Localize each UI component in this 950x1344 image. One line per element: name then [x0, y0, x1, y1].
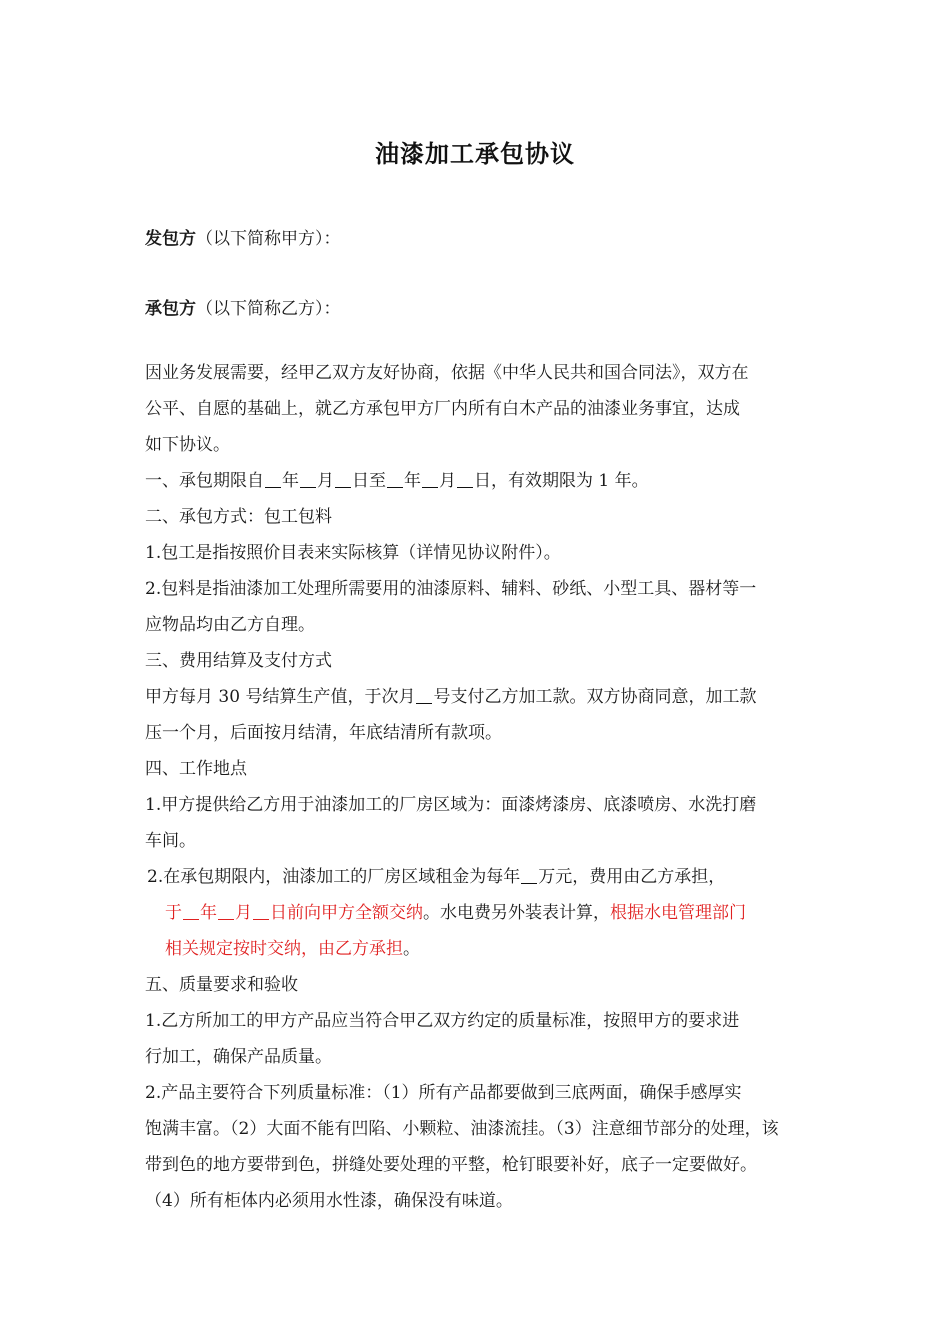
- section-1-term: 一、承包期限自 年 月 日至 年 月 日，有效期限为 1 年。: [145, 471, 649, 491]
- section-2-heading: 二、承包方式：包工包料: [145, 507, 332, 527]
- section-5-item-1: 1.乙方所加工的甲方产品应当符合甲乙双方约定的质量标准，按照甲方的要求进: [145, 1011, 740, 1031]
- section-4-item-2-cont: 于 年 月 日前向甲方全额交纳。水电费另外装表计算，根据水电管理部门: [165, 903, 746, 923]
- party-b-label: 承包方: [145, 299, 196, 319]
- blank-field: [521, 865, 537, 884]
- party-b-note: （以下简称乙方）：: [196, 299, 341, 319]
- section-5-item-2-cont: 带到色的地方要带到色，拼缝处要处理的平整，枪钉眼要补好，底子一定要做好。: [145, 1155, 757, 1175]
- party-a-line: [145, 224, 341, 249]
- section-2-item-2-cont: 应物品均由乙方自理。: [145, 615, 315, 635]
- section-5-item-2-cont: 饱满丰富。（2）大面不能有凹陷、小颗粒、油漆流挂。（3）注意细节部分的处理，该: [145, 1119, 779, 1139]
- intro-line: 公平、自愿的基础上，就乙方承包甲方厂内所有白木产品的油漆业务事宜，达成: [145, 399, 740, 419]
- blank-field: [300, 469, 316, 488]
- intro-line: 因业务发展需要，经甲乙双方友好协商，依据《中华人民共和国合同法》，双方在: [145, 363, 749, 383]
- section-2-item-1: 1.包工是指按照价目表来实际核算（详情见协议附件）。: [145, 543, 561, 563]
- blank-field: [387, 469, 403, 488]
- blank-field: [253, 901, 269, 920]
- blank-field: [416, 685, 432, 704]
- blank-field: [422, 469, 438, 488]
- section-4-heading: 四、工作地点: [145, 759, 247, 779]
- agreement-body: [145, 355, 811, 1219]
- utility-rule-text-cont: 相关规定按时交纳，由乙方承担: [165, 939, 403, 959]
- blank-field: [218, 901, 234, 920]
- section-5-item-2: 2.产品主要符合下列质量标准：（1）所有产品都要做到三底两面，确保手感厚实: [145, 1083, 742, 1103]
- party-a-note: （以下简称甲方）：: [196, 229, 341, 249]
- blank-field: [265, 469, 281, 488]
- payment-deadline-text: 于 年 月 日前向甲方全额交纳: [165, 903, 423, 923]
- document-title: 油漆加工承包协议: [375, 139, 575, 168]
- section-5-item-1-cont: 行加工，确保产品质量。: [145, 1047, 332, 1067]
- intro-line: 如下协议。: [145, 435, 230, 455]
- section-3-line-2: 压一个月，后面按月结清，年底结清所有款项。: [145, 723, 502, 743]
- section-4-item-2: 2.在承包期限内，油漆加工的厂房区域租金为每年 万元，费用由乙方承担，: [147, 867, 726, 887]
- party-b-line: [145, 294, 341, 319]
- section-4-item-1-cont: 车间。: [145, 831, 196, 851]
- section-4-item-2-end: 相关规定按时交纳，由乙方承担。: [165, 939, 420, 959]
- utility-rule-text: 根据水电管理部门: [610, 903, 746, 923]
- section-3-line-1: 甲方每月 30 号结算生产值，于次月 号支付乙方加工款。双方协商同意，加工款: [145, 687, 757, 707]
- blank-field: [457, 469, 473, 488]
- blank-field: [183, 901, 199, 920]
- section-3-heading: 三、费用结算及支付方式: [145, 651, 332, 671]
- section-4-item-1: 1.甲方提供给乙方用于油漆加工的厂房区域为：面漆烤漆房、底漆喷房、水洗打磨: [145, 795, 757, 815]
- section-5-item-2-cont: （4）所有柜体内必须用水性漆，确保没有味道。: [145, 1191, 513, 1211]
- section-2-item-2: 2.包料是指油漆加工处理所需要用的油漆原料、辅料、砂纸、小型工具、器材等一: [145, 579, 757, 599]
- party-a-label: 发包方: [145, 229, 196, 249]
- section-5-heading: 五、质量要求和验收: [145, 975, 298, 995]
- blank-field: [335, 469, 351, 488]
